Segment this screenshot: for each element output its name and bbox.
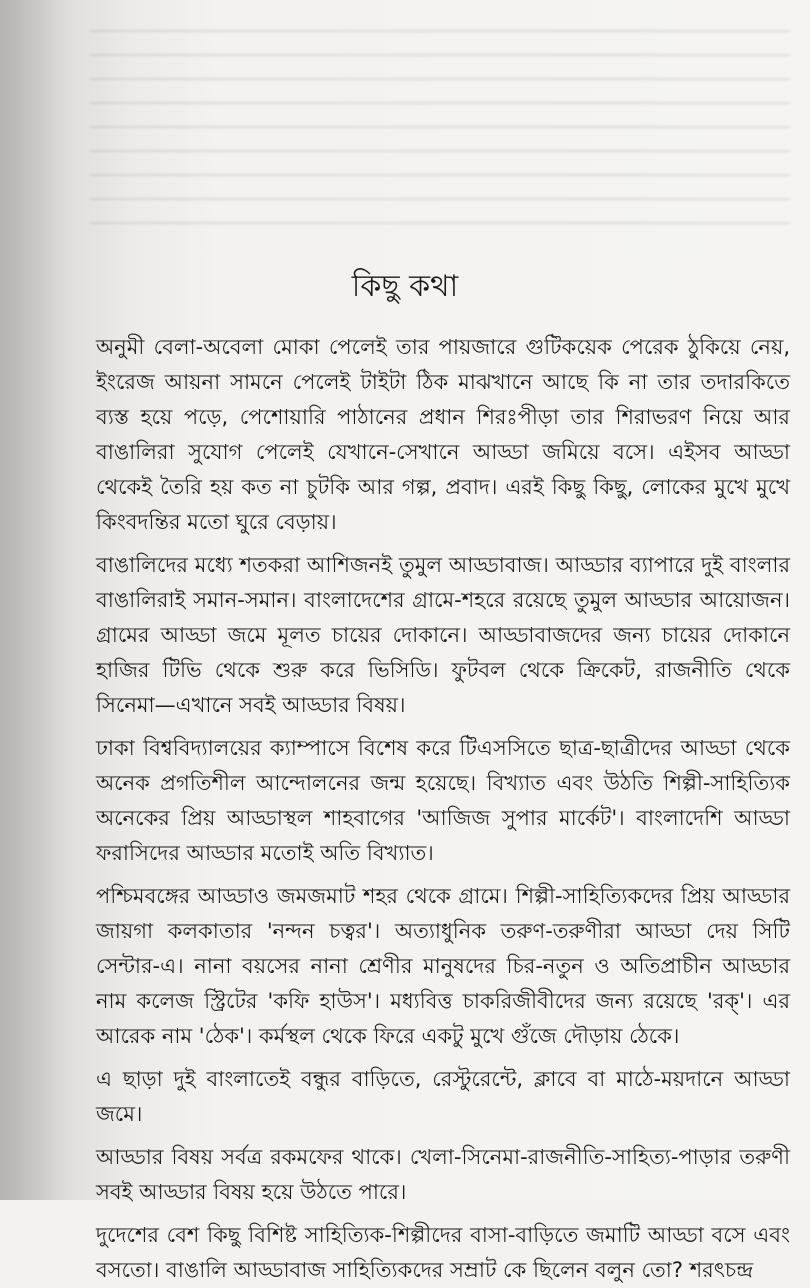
page-title: কিছু কথা <box>351 269 459 304</box>
paragraph-2: বাঙালিদের মধ্যে শতকরা আশিজনই তুমুল আড্ডাবাজ। আড্ডার ব্যাপারে দুই বাংলার বাঙালিরাই সমান-সমান। বাংলাদেশের গ্রামে-শহরে রয়েছে তুমুল আড্ডার আয়োজন। গ্রামের আড্ডা জমে মূলত চায়ের দোকানে। আড্ডাবাজদের জন্য চায়ের দোকানে হাজির টিভি থেকে শুরু করে ভিসিডি। ফুটবল থেকে ক্রিকেট, রাজনীতি থেকে সিনেমা—এখানে সবই আড্ডার বিষয়। <box>96 553 790 717</box>
paragraph-7: দুদেশের বেশ কিছু বিশিষ্ট সাহিত্যিক-শিল্পীদের বাসা-বাড়িতে জমাটি আড্ডা বসে এবং বসতো। বাঙালি আড্ডাবাজ সাহিত্যিকদের সম্রাট কে ছিলেন বলুন তো? শরৎচন্দ্র <box>96 1223 790 1282</box>
bleed-through-text <box>90 30 790 270</box>
paragraph-3: ঢাকা বিশ্ববিদ্যালয়ের ক্যাম্পাসে বিশেষ করে টিএসসিতে ছাত্র-ছাত্রীদের আড্ডা থেকে অনেক প্রগতিশীল আন্দোলনের জন্ম হয়েছে। বিখ্যাত এবং উঠতি শিল্পী-সাহিত্যিক অনেকের প্রিয় আড্ডাস্থল শাহবাগের 'আজিজ সুপার মার্কেট'। বাংলাদেশি আড্ডা ফরাসিদের আড্ডার মতোই অতি বিখ্যাত। <box>96 736 790 865</box>
paragraph-6: আড্ডার বিষয় সর্বত্র রকমফের থাকে। খেলা-সিনেমা-রাজনীতি-সাহিত্য-পাড়ার তরুণী সবই আড্ডার বিষয় হয়ে উঠতে পারে। <box>96 1145 790 1204</box>
paragraph-4: পশ্চিমবঙ্গের আড্ডাও জমজমাট শহর থেকে গ্রামে। শিল্পী-সাহিত্যিকদের প্রিয় আড্ডার জায়গা কলকাতার 'নন্দন চত্বর'। অত্যাধুনিক তরুণ-তরুণীরা আড্ডা দেয় সিটি সেন্টার-এ। নানা বয়সের নানা শ্রেণীর মানুষদের চির-নতুন ও অতিপ্রাচীন আড্ডার নাম কলেজ স্ট্রিটের 'কফি হাউস'। মধ্যবিত্ত চাকরিজীবীদের জন্য রয়েছে 'রক্'। এর আরেক নাম 'ঠেক'। কর্মস্থল থেকে ফিরে একটু মুখে গুঁজে দৌড়ায় ঠেকে। <box>96 884 790 1048</box>
paragraph-5: এ ছাড়া দুই বাংলাতেই বন্ধুর বাড়িতে, রেস্টুরেন্টে, ক্লাবে বা মাঠে-ময়দানে আড্ডা জমে। <box>96 1067 790 1126</box>
body-text <box>96 330 790 1282</box>
paragraph-1: অনুমী বেলা-অবেলা মোকা পেলেই তার পায়জারে গুটিকয়েক পেরেক ঠুকিয়ে নেয়, ইংরেজ আয়না সামনে পেলেই টাইটা ঠিক মাঝখানে আছে কি না তার তদারকিতে ব্যস্ত হয়ে পড়ে, পেশোয়ারি পাঠানের প্রধান শিরঃপীড়া তার শিরাভরণ নিয়ে আর বাঙালিরা সুযোগ পেলেই যেখানে-সেখানে আড্ডা জমিয়ে বসে। এইসব আড্ডা থেকেই তৈরি হয় কত না চুটকি আর গল্প, প্রবাদ। এরই কিছু কিছু, লোকের মুখে মুখে কিংবদন্তির মতো ঘুরে বেড়ায়। <box>96 335 790 534</box>
page-gutter-shadow <box>0 0 70 1200</box>
